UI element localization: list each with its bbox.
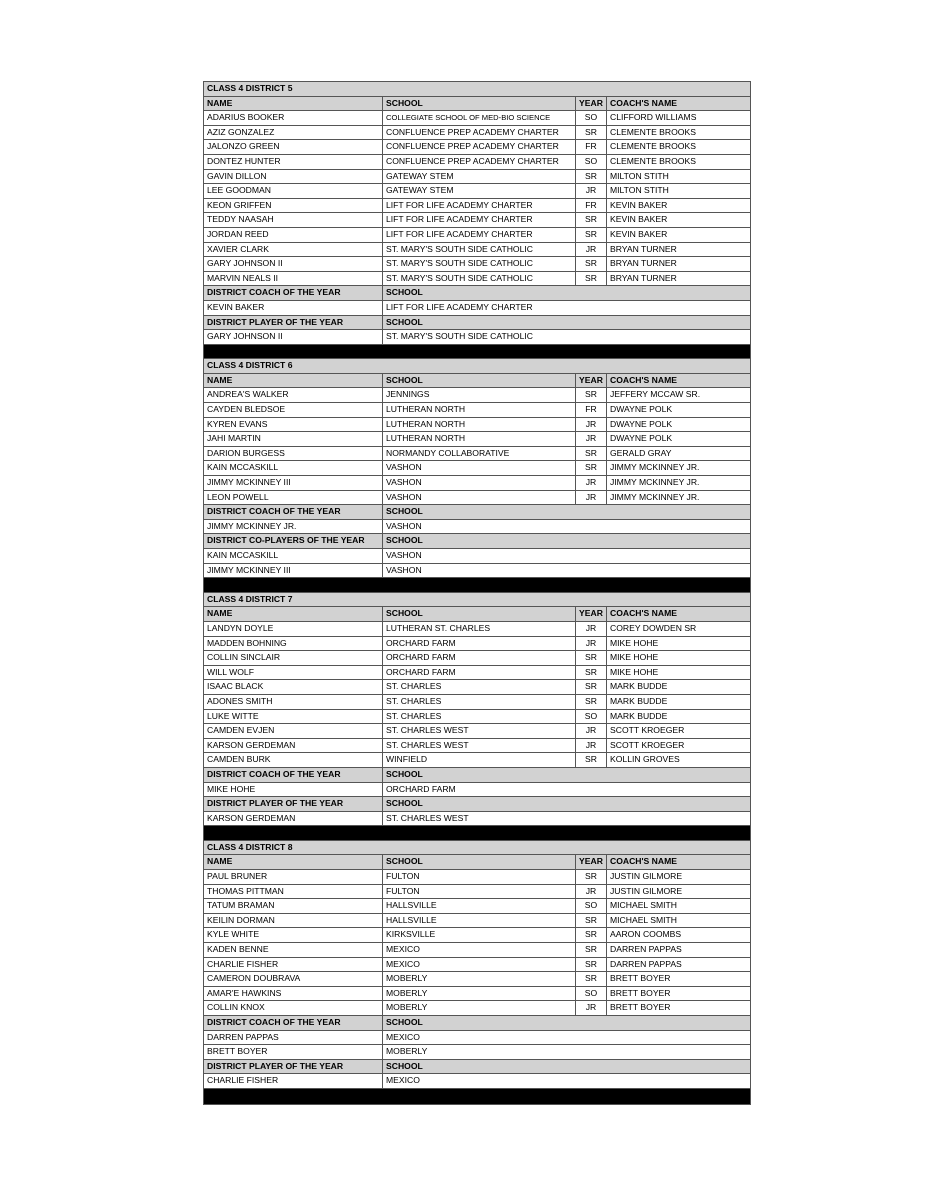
player-coach: COREY DOWDEN SR xyxy=(610,622,697,633)
award-school-header: SCHOOL xyxy=(386,535,423,546)
player-row xyxy=(204,199,750,214)
player-coach: MILTON STITH xyxy=(610,185,669,196)
player-year: SR xyxy=(576,272,607,286)
player-school: FULTON xyxy=(383,885,576,899)
player-name: CHARLIE FISHER xyxy=(204,958,383,972)
player-coach: MICHAEL SMITH xyxy=(610,914,678,925)
header-name: NAME xyxy=(204,607,383,621)
player-coach: CLEMENTE BROOKS xyxy=(610,155,696,166)
award-header-row xyxy=(204,1060,750,1075)
player-row xyxy=(204,987,750,1002)
player-name: CAYDEN BLEDSOE xyxy=(204,403,383,417)
district-title: CLASS 4 DISTRICT 7 xyxy=(207,593,293,604)
player-coach: CLEMENTE BROOKS xyxy=(610,141,696,152)
player-year: SO xyxy=(576,111,607,125)
player-coach: DARREN PAPPAS xyxy=(610,944,682,955)
player-row xyxy=(204,739,750,754)
player-coach: KEVIN BAKER xyxy=(610,199,668,210)
player-name: DARION BURGESS xyxy=(204,447,383,461)
player-school: NORMANDY COLLABORATIVE xyxy=(383,447,576,461)
player-school: VASHON xyxy=(383,461,576,475)
player-school: LUTHERAN ST. CHARLES xyxy=(383,622,576,636)
player-school: ST. MARY'S SOUTH SIDE CATHOLIC xyxy=(383,257,576,271)
player-school: GATEWAY STEM xyxy=(383,170,576,184)
player-coach: KEVIN BAKER xyxy=(610,214,668,225)
player-school: ST. MARY'S SOUTH SIDE CATHOLIC xyxy=(383,272,576,286)
award-winner-name: KEVIN BAKER xyxy=(204,301,383,315)
player-row xyxy=(204,651,750,666)
player-year: SO xyxy=(576,155,607,169)
column-header-row xyxy=(204,97,750,112)
player-row xyxy=(204,928,750,943)
player-name: COLLIN SINCLAIR xyxy=(204,651,383,665)
player-row xyxy=(204,476,750,491)
district-title-row xyxy=(204,593,750,608)
player-name: TATUM BRAMAN xyxy=(204,899,383,913)
award-school-header: SCHOOL xyxy=(386,1017,423,1027)
district-title: CLASS 4 DISTRICT 6 xyxy=(207,360,293,371)
column-header-row xyxy=(204,855,750,870)
award-winner-row xyxy=(204,520,750,535)
player-row xyxy=(204,155,750,170)
player-school: GATEWAY STEM xyxy=(383,184,576,198)
header-coach: COACH'S NAME xyxy=(610,856,677,867)
player-school: ST. MARY'S SOUTH SIDE CATHOLIC xyxy=(383,243,576,257)
award-header-row xyxy=(204,286,750,301)
player-school: CONFLUENCE PREP ACADEMY CHARTER xyxy=(383,126,576,140)
player-coach: MIKE HOHE xyxy=(610,666,659,677)
player-school: LUTHERAN NORTH xyxy=(383,418,576,432)
header-year: YEAR xyxy=(576,855,607,869)
player-coach: BRYAN TURNER xyxy=(610,258,677,269)
header-name: NAME xyxy=(204,374,383,388)
player-name: AMAR'E HAWKINS xyxy=(204,987,383,1001)
award-label: DISTRICT CO-PLAYERS OF THE YEAR xyxy=(204,534,383,548)
award-label: DISTRICT COACH OF THE YEAR xyxy=(204,1016,383,1030)
player-name: JIMMY MCKINNEY III xyxy=(204,476,383,490)
player-coach: DWAYNE POLK xyxy=(610,418,673,429)
award-winner-name: DARREN PAPPAS xyxy=(204,1031,383,1045)
player-year: SR xyxy=(576,228,607,242)
player-school: MOBERLY xyxy=(383,1001,576,1015)
player-year: FR xyxy=(576,140,607,154)
player-row xyxy=(204,403,750,418)
award-label: DISTRICT PLAYER OF THE YEAR xyxy=(204,797,383,811)
player-name: KARSON GERDEMAN xyxy=(204,739,383,753)
player-name: KYLE WHITE xyxy=(204,928,383,942)
player-row xyxy=(204,257,750,272)
player-school: LUTHERAN NORTH xyxy=(383,432,576,446)
header-school: SCHOOL xyxy=(383,374,576,388)
player-school: JENNINGS xyxy=(383,388,576,402)
player-coach: MILTON STITH xyxy=(610,170,669,181)
award-school-header: SCHOOL xyxy=(386,287,423,298)
player-year: JR xyxy=(576,885,607,899)
player-row xyxy=(204,184,750,199)
player-year: SR xyxy=(576,958,607,972)
player-row xyxy=(204,447,750,462)
player-coach: GERALD GRAY xyxy=(610,447,672,458)
award-winner-name: CHARLIE FISHER xyxy=(204,1074,383,1088)
player-name: JORDAN REED xyxy=(204,228,383,242)
award-winner-name: BRETT BOYER xyxy=(204,1045,383,1059)
award-school-header: SCHOOL xyxy=(386,1060,423,1071)
player-row xyxy=(204,1001,750,1016)
player-name: PAUL BRUNER xyxy=(204,870,383,884)
column-header-row xyxy=(204,374,750,389)
player-row xyxy=(204,710,750,725)
award-header-row xyxy=(204,316,750,331)
player-name: LUKE WITTE xyxy=(204,710,383,724)
award-winner-name: MIKE HOHE xyxy=(204,783,383,797)
player-row xyxy=(204,972,750,987)
player-school: KIRKSVILLE xyxy=(383,928,576,942)
player-row xyxy=(204,637,750,652)
award-label: DISTRICT COACH OF THE YEAR xyxy=(204,286,383,300)
player-year: JR xyxy=(576,418,607,432)
award-winner-name: GARY JOHNSON II xyxy=(204,330,383,344)
player-year: SR xyxy=(576,170,607,184)
player-row xyxy=(204,914,750,929)
player-year: SR xyxy=(576,680,607,694)
player-name: DONTEZ HUNTER xyxy=(204,155,383,169)
section-divider xyxy=(204,1089,750,1104)
player-school: ST. CHARLES xyxy=(383,695,576,709)
player-year: SR xyxy=(576,695,607,709)
player-row xyxy=(204,724,750,739)
player-year: SR xyxy=(576,651,607,665)
player-year: SR xyxy=(576,447,607,461)
player-year: SO xyxy=(576,987,607,1001)
award-header-row xyxy=(204,768,750,783)
section-divider xyxy=(204,826,750,841)
player-name: XAVIER CLARK xyxy=(204,243,383,257)
player-name: MADDEN BOHNING xyxy=(204,637,383,651)
header-coach: COACH'S NAME xyxy=(610,608,677,619)
award-header-row xyxy=(204,505,750,520)
player-school: LUTHERAN NORTH xyxy=(383,403,576,417)
section-divider xyxy=(204,578,750,593)
player-name: KEON GRIFFEN xyxy=(204,199,383,213)
player-row xyxy=(204,272,750,287)
player-row xyxy=(204,622,750,637)
player-school: CONFLUENCE PREP ACADEMY CHARTER xyxy=(383,155,576,169)
award-winner-name: JIMMY MCKINNEY III xyxy=(204,564,383,578)
player-year: SR xyxy=(576,257,607,271)
player-row xyxy=(204,418,750,433)
player-coach: JIMMY MCKINNEY JR. xyxy=(610,462,700,473)
player-coach: JIMMY MCKINNEY JR. xyxy=(610,477,700,488)
player-coach: CLEMENTE BROOKS xyxy=(610,126,696,137)
player-school: ORCHARD FARM xyxy=(383,651,576,665)
award-winner-school: MEXICO xyxy=(386,1031,420,1042)
player-row xyxy=(204,870,750,885)
header-school: SCHOOL xyxy=(383,855,576,869)
player-year: SR xyxy=(576,870,607,884)
player-school: LIFT FOR LIFE ACADEMY CHARTER xyxy=(383,199,576,213)
player-coach: AARON COOMBS xyxy=(610,929,682,940)
player-coach: SCOTT KROEGER xyxy=(610,739,685,750)
player-row xyxy=(204,695,750,710)
player-coach: DWAYNE POLK xyxy=(610,433,673,444)
player-row xyxy=(204,491,750,506)
player-school: MOBERLY xyxy=(383,972,576,986)
player-coach: KEVIN BAKER xyxy=(610,228,668,239)
award-label: DISTRICT COACH OF THE YEAR xyxy=(204,768,383,782)
player-school: MEXICO xyxy=(383,943,576,957)
player-row xyxy=(204,680,750,695)
header-year: YEAR xyxy=(576,607,607,621)
player-year: SR xyxy=(576,461,607,475)
player-row xyxy=(204,753,750,768)
player-name: KADEN BENNE xyxy=(204,943,383,957)
award-winner-school: VASHON xyxy=(386,520,422,531)
player-school: ST. CHARLES WEST xyxy=(383,724,576,738)
player-name: COLLIN KNOX xyxy=(204,1001,383,1015)
player-year: JR xyxy=(576,739,607,753)
header-year: YEAR xyxy=(576,374,607,388)
header-coach: COACH'S NAME xyxy=(610,374,677,385)
player-name: LEE GOODMAN xyxy=(204,184,383,198)
player-coach: BRYAN TURNER xyxy=(610,272,677,283)
player-row xyxy=(204,126,750,141)
player-name: AZIZ GONZALEZ xyxy=(204,126,383,140)
award-winner-row xyxy=(204,1031,750,1046)
player-year: JR xyxy=(576,432,607,446)
player-name: JALONZO GREEN xyxy=(204,140,383,154)
award-header-row xyxy=(204,534,750,549)
award-winner-school: ST. CHARLES WEST xyxy=(386,812,469,823)
player-name: JAHI MARTIN xyxy=(204,432,383,446)
player-coach: JUSTIN GILMORE xyxy=(610,885,683,896)
player-school: ORCHARD FARM xyxy=(383,637,576,651)
award-winner-name: JIMMY MCKINNEY JR. xyxy=(204,520,383,534)
award-winner-school: MOBERLY xyxy=(386,1046,428,1057)
player-year: JR xyxy=(576,184,607,198)
player-school: VASHON xyxy=(383,476,576,490)
award-label: DISTRICT PLAYER OF THE YEAR xyxy=(204,1060,383,1074)
award-winner-school: VASHON xyxy=(386,564,422,575)
award-header-row xyxy=(204,797,750,812)
award-winner-school: LIFT FOR LIFE ACADEMY CHARTER xyxy=(386,301,533,312)
player-name: CAMDEN BURK xyxy=(204,753,383,767)
player-row xyxy=(204,432,750,447)
header-name: NAME xyxy=(204,855,383,869)
header-name: NAME xyxy=(204,97,383,111)
player-year: SR xyxy=(576,388,607,402)
award-label: DISTRICT COACH OF THE YEAR xyxy=(204,505,383,519)
player-row xyxy=(204,213,750,228)
player-name: GARY JOHNSON II xyxy=(204,257,383,271)
player-row xyxy=(204,140,750,155)
award-winner-row xyxy=(204,564,750,579)
player-year: JR xyxy=(576,724,607,738)
award-winner-school: ORCHARD FARM xyxy=(386,783,456,794)
award-winner-row xyxy=(204,1045,750,1060)
player-row xyxy=(204,111,750,126)
player-year: SR xyxy=(576,666,607,680)
player-coach: SCOTT KROEGER xyxy=(610,725,685,736)
district-title-row xyxy=(204,841,750,856)
award-winner-row xyxy=(204,549,750,564)
award-label: DISTRICT PLAYER OF THE YEAR xyxy=(204,316,383,330)
award-school-header: SCHOOL xyxy=(386,506,423,517)
district-title-row xyxy=(204,82,750,97)
column-header-row xyxy=(204,607,750,622)
player-name: ISAAC BLACK xyxy=(204,680,383,694)
player-name: GAVIN DILLON xyxy=(204,170,383,184)
player-year: SR xyxy=(576,126,607,140)
player-coach: MARK BUDDE xyxy=(610,710,668,721)
award-winner-row xyxy=(204,812,750,827)
player-coach: BRETT BOYER xyxy=(610,1002,671,1013)
player-name: MARVIN NEALS II xyxy=(204,272,383,286)
award-winner-row xyxy=(204,330,750,345)
player-year: JR xyxy=(576,622,607,636)
header-year: YEAR xyxy=(576,97,607,111)
player-school: MEXICO xyxy=(383,958,576,972)
district-title: CLASS 4 DISTRICT 8 xyxy=(207,841,293,852)
player-school: WINFIELD xyxy=(383,753,576,767)
player-coach: MIKE HOHE xyxy=(610,637,659,648)
player-year: JR xyxy=(576,1001,607,1015)
award-winner-row xyxy=(204,783,750,798)
player-coach: DARREN PAPPAS xyxy=(610,958,682,969)
player-row xyxy=(204,243,750,258)
player-row xyxy=(204,958,750,973)
player-year: JR xyxy=(576,491,607,505)
player-name: KAIN MCCASKILL xyxy=(204,461,383,475)
player-school: ST. CHARLES xyxy=(383,710,576,724)
player-year: SO xyxy=(576,710,607,724)
player-name: CAMERON DOUBRAVA xyxy=(204,972,383,986)
award-school-header: SCHOOL xyxy=(386,798,423,809)
player-row xyxy=(204,666,750,681)
player-school: FULTON xyxy=(383,870,576,884)
player-school: HALLSVILLE xyxy=(383,914,576,928)
player-row xyxy=(204,228,750,243)
header-school: SCHOOL xyxy=(383,97,576,111)
player-name: LEON POWELL xyxy=(204,491,383,505)
player-year: JR xyxy=(576,243,607,257)
player-year: SR xyxy=(576,972,607,986)
section-divider xyxy=(204,345,750,360)
player-year: SR xyxy=(576,943,607,957)
player-name: KYREN EVANS xyxy=(204,418,383,432)
award-school-header: SCHOOL xyxy=(386,316,423,327)
player-coach: MARK BUDDE xyxy=(610,695,668,706)
player-year: FR xyxy=(576,199,607,213)
player-year: SO xyxy=(576,899,607,913)
player-row xyxy=(204,388,750,403)
player-coach: BRETT BOYER xyxy=(610,987,671,998)
award-winner-row xyxy=(204,301,750,316)
player-school: ORCHARD FARM xyxy=(383,666,576,680)
player-school: ST. CHARLES xyxy=(383,680,576,694)
player-school: CONFLUENCE PREP ACADEMY CHARTER xyxy=(383,140,576,154)
award-winner-school: MEXICO xyxy=(386,1075,420,1086)
header-coach: COACH'S NAME xyxy=(610,97,677,108)
player-year: SR xyxy=(576,753,607,767)
award-winner-name: KARSON GERDEMAN xyxy=(204,812,383,826)
award-winner-name: KAIN MCCASKILL xyxy=(204,549,383,563)
player-row xyxy=(204,943,750,958)
district-title: CLASS 4 DISTRICT 5 xyxy=(207,83,293,93)
player-school: HALLSVILLE xyxy=(383,899,576,913)
player-year: JR xyxy=(576,476,607,490)
player-year: SR xyxy=(576,928,607,942)
player-coach: MIKE HOHE xyxy=(610,652,659,663)
player-coach: JEFFERY MCCAW SR. xyxy=(610,389,701,400)
player-name: TEDDY NAASAH xyxy=(204,213,383,227)
player-row xyxy=(204,899,750,914)
award-school-header: SCHOOL xyxy=(386,768,423,779)
player-row xyxy=(204,461,750,476)
player-row xyxy=(204,885,750,900)
player-coach: DWAYNE POLK xyxy=(610,404,673,415)
all-district-sheet xyxy=(203,81,751,1105)
player-school: MOBERLY xyxy=(383,987,576,1001)
player-school: ST. CHARLES WEST xyxy=(383,739,576,753)
player-coach: CLIFFORD WILLIAMS xyxy=(610,112,697,123)
player-year: SR xyxy=(576,213,607,227)
player-coach: JUSTIN GILMORE xyxy=(610,871,683,882)
player-name: LANDYN DOYLE xyxy=(204,622,383,636)
player-row xyxy=(204,170,750,185)
player-coach: MICHAEL SMITH xyxy=(610,900,678,911)
award-winner-school: VASHON xyxy=(386,550,422,560)
player-coach: JIMMY MCKINNEY JR. xyxy=(610,491,700,502)
player-name: ANDREA'S WALKER xyxy=(204,388,383,402)
player-school: LIFT FOR LIFE ACADEMY CHARTER xyxy=(383,213,576,227)
player-school: COLLEGIATE SCHOOL OF MED-BIO SCIENCE xyxy=(383,111,576,125)
player-name: WILL WOLF xyxy=(204,666,383,680)
award-header-row xyxy=(204,1016,750,1031)
award-winner-row xyxy=(204,1074,750,1089)
player-coach: BRYAN TURNER xyxy=(610,243,677,254)
player-school: VASHON xyxy=(383,491,576,505)
player-name: CAMDEN EVJEN xyxy=(204,724,383,738)
award-winner-school: ST. MARY'S SOUTH SIDE CATHOLIC xyxy=(386,331,533,342)
player-year: SR xyxy=(576,914,607,928)
player-coach: KOLLIN GROVES xyxy=(610,754,680,765)
district-title-row xyxy=(204,359,750,374)
player-year: FR xyxy=(576,403,607,417)
header-school: SCHOOL xyxy=(383,607,576,621)
player-name: KEILIN DORMAN xyxy=(204,914,383,928)
player-name: ADARIUS BOOKER xyxy=(204,111,383,125)
player-coach: MARK BUDDE xyxy=(610,681,668,692)
player-school: LIFT FOR LIFE ACADEMY CHARTER xyxy=(383,228,576,242)
player-year: JR xyxy=(576,637,607,651)
player-name: THOMAS PITTMAN xyxy=(204,885,383,899)
player-coach: BRETT BOYER xyxy=(610,973,671,984)
player-name: ADONES SMITH xyxy=(204,695,383,709)
